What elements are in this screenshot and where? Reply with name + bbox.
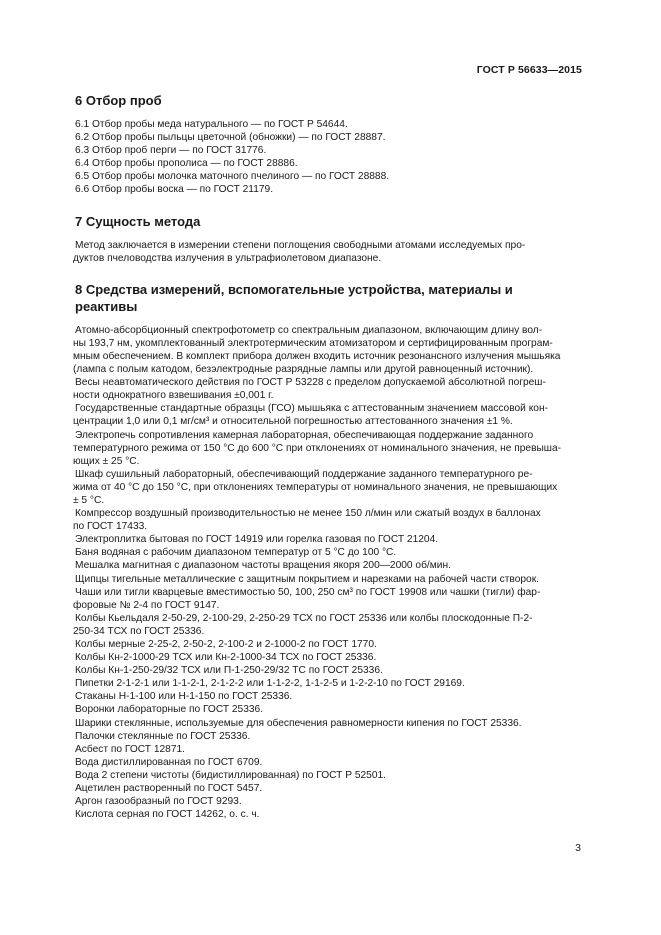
text-line: Аргон газообразный по ГОСТ 9293. (75, 796, 242, 808)
text-line: Атомно-абсорбционный спектрофотометр со спектральным диапазоном, включающим длину вол- (75, 324, 543, 336)
text-line: Электроплитка бытовая по ГОСТ 14919 или горелка газовая по ГОСТ 21204. (75, 534, 439, 546)
text-line: Чаши или тигли кварцевые вместимостью 50, 100, 250 см³ по ГОСТ 19908 или чашки (тигли) фар- (75, 586, 541, 598)
standard-header: ГОСТ Р 56633—2015 (476, 64, 582, 76)
list-item: 6.2 Отбор пробы пыльцы цветочной (обножки) — по ГОСТ 28887. (75, 132, 386, 144)
list-item: 6.6 Отбор пробы воска — по ГОСТ 21179. (75, 184, 274, 196)
text-line: Кислота серная по ГОСТ 14262, о. с. ч. (75, 809, 260, 821)
text-line: Асбест по ГОСТ 12871. (75, 743, 185, 755)
text-line: Колбы Кн-1-250-29/32 ТСХ или П-1-250-29/32 ТС по ГОСТ 25336. (75, 665, 383, 677)
text-line: Электропечь сопротивления камерная лабораторная, обеспечивающая поддержание заданного (75, 429, 534, 441)
text-line: Весы неавтоматического действия по ГОСТ Р 53228 с пределом допускаемой абсолютной погреш- (75, 377, 546, 389)
section-7-title: 7 Сущность метода (75, 213, 201, 229)
text-line: Колбы Кьельдаля 2-50-29, 2-100-29, 2-250-29 ТСХ по ГОСТ 25336 или колбы плоскодонные П-2- (75, 612, 533, 624)
text-line: 250-34 ТСХ по ГОСТ 25336. (73, 625, 205, 637)
text-line: ны 193,7 нм, укомплектованный электротермическим атомизатором и сертифицированным програм- (73, 337, 553, 349)
text-line: Щипцы тигельные металлические с защитным покрытием и нарезками на рабочей части створок. (75, 573, 540, 585)
section-7 (75, 213, 582, 265)
text-line: Воронки лабораторные по ГОСТ 25336. (75, 704, 264, 716)
section-8-title-line: реактивы (75, 298, 138, 314)
text-line: ± 5 °С. (73, 494, 105, 506)
section-8-title-line: 8 Средства измерений, вспомогательные устройства, материалы и (75, 281, 513, 297)
text-line: Стаканы Н-1-100 или Н-1-150 по ГОСТ 25336. (75, 691, 293, 703)
page-content (75, 92, 582, 821)
text-line: Шкаф сушильный лабораторный, обеспечивающий поддержание заданного температурного ре- (75, 468, 533, 480)
section-8 (75, 281, 582, 822)
list-item: 6.5 Отбор пробы молочка маточного пчелиного — по ГОСТ 28888. (75, 171, 390, 183)
text-line: по ГОСТ 17433. (73, 521, 148, 533)
text-line: Компрессор воздушный производительностью не менее 150 л/мин или сжатый воздух в баллонах (75, 508, 541, 520)
text-line: форовые № 2-4 по ГОСТ 9147. (73, 599, 220, 611)
text-line: ности однократного взвешивания ±0,001 г. (73, 390, 274, 402)
text-line: Мешалка магнитная с диапазоном частоты вращения якоря 200—2000 об/мин. (75, 560, 451, 572)
page-number: 3 (575, 842, 581, 854)
text-line: Баня водяная с рабочим диапазоном температур от 5 °С до 100 °С. (75, 547, 397, 559)
section-6-title: 6 Отбор проб (75, 93, 162, 108)
text-line: Вода 2 степени чистоты (бидистиллированная) по ГОСТ Р 52501. (75, 769, 386, 781)
text-line: Ацетилен растворенный по ГОСТ 5457. (75, 783, 263, 795)
list-item: 6.3 Отбор проб перги — по ГОСТ 31776. (75, 145, 267, 157)
list-item: 6.1 Отбор пробы меда натурального — по ГОСТ Р 54644. (75, 119, 348, 130)
text-line: Шарики стеклянные, используемые для обеспечения равномерности кипения по ГОСТ 25336. (75, 717, 522, 729)
list-item: 6.4 Отбор пробы прополиса — по ГОСТ 28886. (75, 158, 298, 170)
text-line: мным обеспечением. В комплект прибора должен входить источник резонансного излучения мышьяка (73, 350, 561, 362)
section-8-title (75, 281, 582, 315)
text-line: дуктов пчеловодства излучения в ультрафиолетовом диапазоне. (73, 252, 382, 264)
text-line: ющих ± 25 °С. (73, 455, 140, 467)
text-line: Палочки стеклянные по ГОСТ 25336. (75, 730, 251, 742)
section-8-text (75, 324, 582, 822)
text-line: жима от 40 °С до 150 °С, при отклонениях температуры от номинального значения, не превышающих (73, 481, 558, 493)
section-6-list (75, 118, 582, 197)
text-line: Колбы Кн-2-1000-29 ТСХ или Кн-2-1000-34 ТСХ по ГОСТ 25336. (75, 652, 377, 664)
text-line: Колбы мерные 2-25-2, 2-50-2, 2-100-2 и 2-1000-2 по ГОСТ 1770. (75, 639, 377, 650)
text-line: температурного режима от 150 °С до 600 °С при отклонениях от номинального значения, не превыша- (73, 442, 562, 454)
text-line: (лампа с полым катодом, безэлектродные разрядные лампы или другой равноценный источник). (73, 364, 534, 376)
text-line: центрации 1,0 или 0,1 мг/см³ и относительной погрешностью аттестованного значения ±1 %. (73, 416, 513, 428)
text-line: Государственные стандартные образцы (ГСО) мышьяка с аттестованным значением массовой кон- (75, 403, 548, 415)
section-6 (75, 92, 582, 197)
text-line: Пипетки 2-1-2-1 или 1-1-2-1, 2-1-2-2 или 1-1-2-2, 1-1-2-5 и 1-2-2-10 по ГОСТ 29169. (75, 678, 465, 690)
text-line: Метод заключается в измерении степени поглощения свободными атомами исследуемых про- (75, 239, 526, 251)
text-line: Вода дистиллированная по ГОСТ 6709. (75, 756, 263, 768)
